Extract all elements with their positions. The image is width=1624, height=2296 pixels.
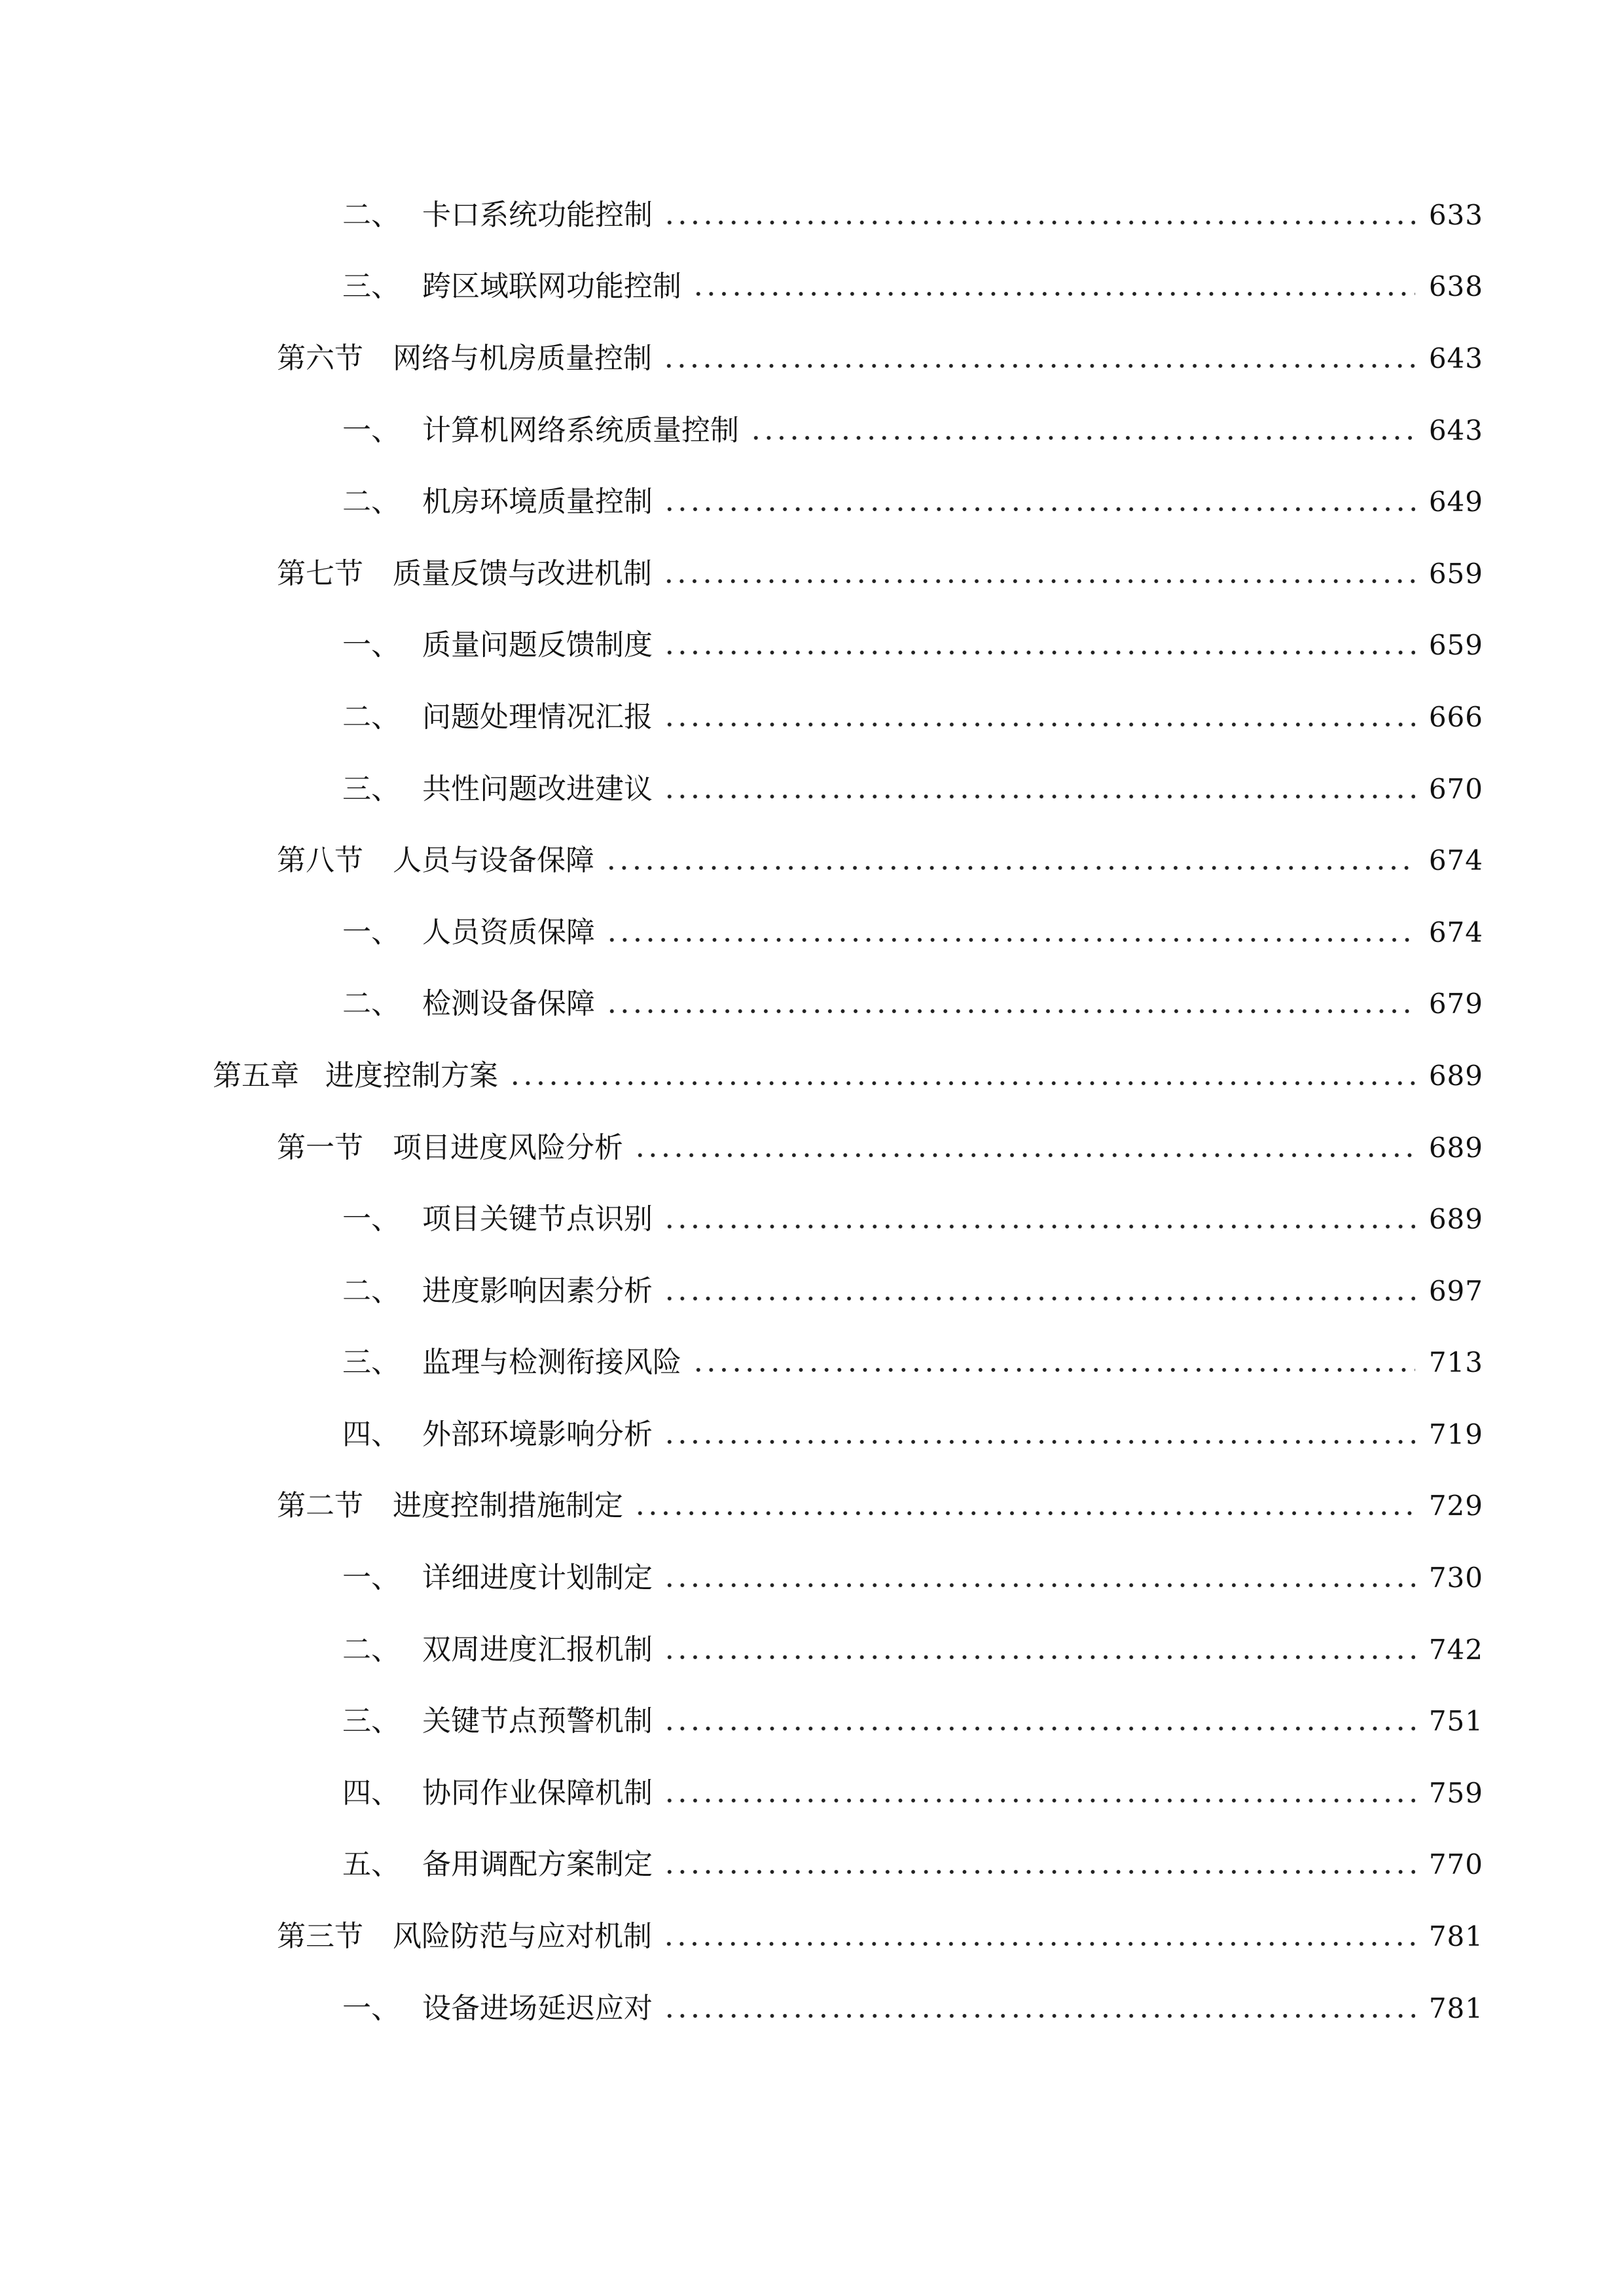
toc-entry-number: 一、 bbox=[342, 1202, 400, 1236]
toc-entry[interactable] bbox=[0, 1255, 1624, 1327]
toc-entry[interactable] bbox=[0, 681, 1624, 753]
toc-entry-label bbox=[342, 700, 653, 734]
toc-entry[interactable] bbox=[0, 753, 1624, 825]
toc-entry-page: 751 bbox=[1428, 1705, 1483, 1738]
toc-entry-page: 633 bbox=[1428, 198, 1483, 231]
toc-entry-page: 649 bbox=[1428, 486, 1483, 518]
toc-entry-number: 一、 bbox=[342, 413, 400, 447]
toc-entry-title: 检测设备保障 bbox=[422, 987, 595, 1021]
dot-leader bbox=[605, 937, 1415, 943]
toc-entry[interactable] bbox=[0, 969, 1624, 1041]
toc-entry[interactable] bbox=[0, 897, 1624, 969]
toc-entry-label bbox=[342, 1848, 653, 1882]
toc-entry-page: 679 bbox=[1428, 988, 1483, 1020]
toc-entry-number: 第三节 bbox=[277, 1920, 363, 1954]
toc-entry[interactable] bbox=[0, 466, 1624, 538]
toc-entry-number: 第七节 bbox=[277, 556, 363, 590]
toc-entry[interactable] bbox=[0, 1901, 1624, 1973]
toc-entry[interactable] bbox=[0, 1183, 1624, 1255]
dot-leader bbox=[605, 1008, 1415, 1014]
toc-entry-page: 697 bbox=[1428, 1274, 1483, 1307]
toc-entry-number: 一、 bbox=[342, 628, 400, 662]
dot-leader bbox=[663, 793, 1415, 800]
dot-leader bbox=[692, 1367, 1415, 1373]
toc-entry-label bbox=[342, 772, 653, 806]
toc-entry-page: 781 bbox=[1428, 1920, 1483, 1953]
toc-entry-label bbox=[277, 1489, 623, 1523]
toc-entry-label bbox=[342, 1346, 681, 1380]
dot-leader bbox=[663, 1654, 1415, 1660]
toc-entry[interactable] bbox=[0, 1757, 1624, 1829]
toc-entry-label bbox=[342, 1991, 653, 2025]
toc-entry-page: 759 bbox=[1428, 1776, 1483, 1809]
toc-entry-title: 项目关键节点识别 bbox=[422, 1202, 653, 1236]
toc-entry-title: 人员资质保障 bbox=[422, 915, 595, 949]
toc-entry-title: 备用调配方案制定 bbox=[422, 1848, 653, 1882]
dot-leader bbox=[605, 865, 1415, 871]
toc-entry-title: 计算机网络系统质量控制 bbox=[422, 413, 739, 447]
toc-entry-page: 643 bbox=[1428, 414, 1483, 446]
toc-entry-page: 674 bbox=[1428, 916, 1483, 948]
toc-entry-page: 670 bbox=[1428, 772, 1483, 805]
dot-leader bbox=[663, 649, 1415, 656]
toc-entry-label bbox=[342, 915, 595, 949]
toc-entry-page: 719 bbox=[1428, 1418, 1483, 1450]
toc-entry-title: 外部环境影响分析 bbox=[422, 1417, 653, 1451]
toc-entry-number: 第八节 bbox=[277, 844, 363, 878]
toc-entry-number: 一、 bbox=[342, 915, 400, 949]
toc-entry-page: 730 bbox=[1428, 1562, 1483, 1594]
toc-entry-label bbox=[342, 1417, 653, 1451]
toc-entry-label bbox=[342, 987, 595, 1021]
toc-entry[interactable] bbox=[0, 395, 1624, 467]
toc-entry-page: 689 bbox=[1428, 1131, 1483, 1164]
toc-entry-page: 742 bbox=[1428, 1633, 1483, 1666]
toc-entry-page: 674 bbox=[1428, 844, 1483, 877]
toc-entry-label bbox=[342, 1202, 653, 1236]
toc-entry-label bbox=[277, 341, 652, 375]
toc-entry-number: 四、 bbox=[342, 1776, 400, 1810]
toc-entry[interactable] bbox=[0, 610, 1624, 682]
toc-entry-page: 659 bbox=[1428, 557, 1483, 590]
toc-entry-label bbox=[277, 556, 652, 590]
toc-entry[interactable] bbox=[0, 1040, 1624, 1112]
toc-entry[interactable] bbox=[0, 251, 1624, 323]
dot-leader bbox=[663, 1223, 1415, 1230]
toc-entry-page: 781 bbox=[1428, 1992, 1483, 2024]
toc-entry-page: 689 bbox=[1428, 1203, 1483, 1236]
dot-leader bbox=[662, 1941, 1415, 1947]
toc-entry-title: 双周进度汇报机制 bbox=[422, 1632, 653, 1666]
toc-entry-number: 二、 bbox=[342, 198, 400, 232]
dot-leader bbox=[663, 506, 1415, 512]
toc-entry[interactable] bbox=[0, 825, 1624, 897]
toc-entry-label bbox=[213, 1058, 498, 1092]
dot-leader bbox=[663, 1582, 1415, 1588]
toc-entry-number: 一、 bbox=[342, 1991, 400, 2025]
toc-entry-page: 689 bbox=[1428, 1059, 1483, 1092]
dot-leader bbox=[663, 1439, 1415, 1445]
dot-leader bbox=[663, 1797, 1415, 1804]
toc-entry[interactable] bbox=[0, 1614, 1624, 1686]
toc-entry-label bbox=[342, 628, 653, 662]
toc-entry[interactable] bbox=[0, 1973, 1624, 2045]
toc-entry-label bbox=[342, 413, 739, 447]
toc-entry-number: 二、 bbox=[342, 987, 400, 1021]
toc-entry-title: 进度影响因素分析 bbox=[422, 1274, 653, 1308]
dot-leader bbox=[634, 1152, 1415, 1158]
toc-entry-label bbox=[342, 1704, 653, 1738]
toc-entry-title: 质量问题反馈制度 bbox=[422, 628, 653, 662]
toc-entry-title: 设备进场延迟应对 bbox=[422, 1991, 653, 2025]
toc-entry-number: 二、 bbox=[342, 485, 400, 519]
dot-leader bbox=[663, 2013, 1415, 2019]
toc-entry-title: 详细进度计划制定 bbox=[422, 1561, 653, 1595]
toc-entry-label bbox=[342, 1632, 653, 1666]
toc-entry-title: 风险防范与应对机制 bbox=[393, 1920, 652, 1954]
toc-entry-number: 第一节 bbox=[277, 1130, 363, 1164]
toc-entry[interactable] bbox=[0, 323, 1624, 395]
toc-entry-title: 问题处理情况汇报 bbox=[422, 700, 653, 734]
toc-entry-page: 729 bbox=[1428, 1490, 1483, 1522]
toc-entry-title: 关键节点预警机制 bbox=[422, 1704, 653, 1738]
toc-entry-number: 第六节 bbox=[277, 341, 363, 375]
toc-entry-number: 第二节 bbox=[277, 1489, 363, 1523]
toc-entry-number: 三、 bbox=[342, 1704, 400, 1738]
toc-entry[interactable] bbox=[0, 1112, 1624, 1184]
toc-entry-number: 三、 bbox=[342, 1346, 400, 1380]
table-of-contents bbox=[0, 179, 1624, 2044]
toc-entry-label bbox=[342, 1776, 653, 1810]
toc-entry-label bbox=[342, 198, 653, 232]
toc-entry-number: 二、 bbox=[342, 700, 400, 734]
toc-entry[interactable] bbox=[0, 179, 1624, 251]
toc-entry-label bbox=[277, 1130, 623, 1164]
toc-entry-label bbox=[342, 1274, 653, 1308]
dot-leader bbox=[749, 435, 1415, 441]
toc-entry-number: 五、 bbox=[342, 1848, 400, 1882]
toc-entry-title: 协同作业保障机制 bbox=[422, 1776, 653, 1810]
toc-entry-label bbox=[342, 1561, 653, 1595]
toc-entry-title: 机房环境质量控制 bbox=[422, 485, 653, 519]
toc-entry-number: 一、 bbox=[342, 1561, 400, 1595]
toc-entry-label bbox=[342, 485, 653, 519]
toc-entry[interactable] bbox=[0, 1829, 1624, 1901]
toc-entry-number: 三、 bbox=[342, 270, 400, 304]
dot-leader bbox=[663, 1869, 1415, 1875]
dot-leader bbox=[662, 363, 1415, 369]
dot-leader bbox=[509, 1080, 1415, 1086]
toc-entry-title: 监理与检测衔接风险 bbox=[422, 1346, 681, 1380]
toc-entry-number: 第五章 bbox=[213, 1058, 299, 1092]
toc-entry[interactable] bbox=[0, 1327, 1624, 1399]
dot-leader bbox=[662, 578, 1415, 584]
toc-entry-title: 人员与设备保障 bbox=[393, 844, 594, 878]
toc-entry-page: 770 bbox=[1428, 1848, 1483, 1881]
toc-entry[interactable] bbox=[0, 538, 1624, 610]
toc-entry-title: 质量反馈与改进机制 bbox=[393, 556, 652, 590]
dot-leader bbox=[663, 219, 1415, 226]
toc-entry[interactable] bbox=[0, 1399, 1624, 1471]
toc-entry-number: 三、 bbox=[342, 772, 400, 806]
toc-entry-title: 网络与机房质量控制 bbox=[393, 341, 652, 375]
toc-entry-title: 卡口系统功能控制 bbox=[422, 198, 653, 232]
toc-entry-page: 659 bbox=[1428, 629, 1483, 662]
dot-leader bbox=[692, 291, 1415, 297]
toc-entry[interactable] bbox=[0, 1471, 1624, 1543]
toc-entry-page: 713 bbox=[1428, 1346, 1483, 1379]
toc-entry-title: 共性问题改进建议 bbox=[422, 772, 653, 806]
toc-entry-title: 进度控制方案 bbox=[325, 1058, 498, 1092]
dot-leader bbox=[663, 1295, 1415, 1302]
toc-entry[interactable] bbox=[0, 1542, 1624, 1614]
toc-entry-title: 项目进度风险分析 bbox=[393, 1130, 623, 1164]
dot-leader bbox=[634, 1510, 1415, 1516]
toc-entry-title: 进度控制措施制定 bbox=[393, 1489, 623, 1523]
toc-entry[interactable] bbox=[0, 1685, 1624, 1757]
toc-entry-label bbox=[342, 270, 681, 304]
toc-entry-label bbox=[277, 1920, 652, 1954]
toc-entry-number: 二、 bbox=[342, 1632, 400, 1666]
toc-entry-number: 二、 bbox=[342, 1274, 400, 1308]
dot-leader bbox=[663, 721, 1415, 728]
toc-entry-page: 638 bbox=[1428, 270, 1483, 303]
toc-entry-title: 跨区域联网功能控制 bbox=[422, 270, 681, 304]
toc-entry-label bbox=[277, 844, 594, 878]
toc-entry-number: 四、 bbox=[342, 1417, 400, 1451]
dot-leader bbox=[663, 1725, 1415, 1732]
toc-entry-page: 666 bbox=[1428, 700, 1483, 733]
toc-entry-page: 643 bbox=[1428, 342, 1483, 374]
